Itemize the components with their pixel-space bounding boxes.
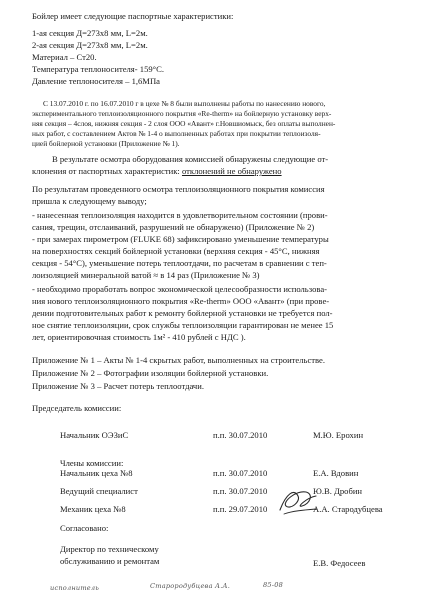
signatory-name: Е.В. Федосеев (313, 558, 366, 568)
results-line: По результатам проведенного осмотра теплоизоляционного покрытия комиссия (32, 184, 325, 194)
handwritten-note: Старородубцева А.А. (150, 582, 230, 590)
handwritten-note: исполнитель (50, 584, 100, 592)
signatory-sign-date: п.п. 30.07.2010 (213, 486, 268, 496)
signatory-role: Начальник ОЭЗиС (60, 430, 129, 440)
intro-line: экспериментального теплоизоляционного покрытия «Re-therm» на бойлерную установку верх- (32, 109, 332, 118)
results-line: секция - 54°С), уменьшение потерь теплоотдачи, по расчетам в сравнении с теп- (32, 258, 327, 268)
appendix-item: Приложение № 3 – Расчет потерь теплоотдачи. (32, 381, 204, 391)
results-line: - при замерах пирометром (FLUKE 68) зафиксировано уменьшение температуры (32, 234, 329, 244)
passport-line: Температура теплоносителя- 159°С. (32, 64, 164, 74)
signatory-sign-date: п.п. 30.07.2010 (213, 468, 268, 478)
signatory-role: Ведущий специалист (60, 486, 138, 496)
passport-line: 1-ая секция Д=273х8 мм, L=2м. (32, 28, 148, 38)
signatory-sign-date: п.п. 30.07.2010 (213, 430, 268, 440)
signature-row (0, 469, 447, 481)
signature-row (0, 431, 447, 443)
signatory-sign-date: п.п. 29.07.2010 (213, 504, 268, 514)
results-line: лоизоляцией минеральной ватой ≈ в 14 раз (Приложение № 3) (32, 270, 260, 280)
approved-heading: Согласовано: (60, 523, 109, 533)
results-line: - необходимо проработать вопрос экономической целесообразности использова- (32, 284, 327, 294)
handwritten-note: 85-08 (263, 581, 284, 589)
inspection-prefix: клонения от паспортных характеристик: (32, 166, 182, 176)
intro-line: С 13.07.2010 г. по 16.07.2010 г в цехе № 8 были выполнены работы по нанесению нового, (43, 99, 326, 108)
signatory-name: М.Ю. Ерохин (313, 430, 364, 440)
results-line: ния нового теплоизоляционного покрытия «Re-therm» ООО «Авант» (при прове- (32, 296, 330, 306)
intro-line: ных работ, с составлением Актов № 1-4 о выполненных работах при покрытии теплоизоля- (32, 129, 321, 138)
intro-line: цией бойлерной установки (Приложение № 1). (32, 139, 180, 148)
signature-row (0, 487, 447, 499)
handwritten-signature (276, 480, 320, 520)
signature-row (0, 505, 447, 517)
appendix-item: Приложение № 1 – Акты № 1-4 скрытых работ, выполненных на строительстве. (32, 355, 325, 365)
director-role: Директор по техническому (60, 544, 159, 554)
results-line: дении подготовительных работ к ремонту бойлерной установки не требуется пол- (32, 308, 333, 318)
signatory-role: Механик цеха №8 (60, 504, 126, 514)
passport-line: Материал – Ст20. (32, 52, 97, 62)
results-line: на поверхностях секций бойлерной установки (верхняя секция - 45°С, нижняя (32, 246, 320, 256)
passport-line: Давление теплоносителя – 1,6МПа (32, 76, 160, 86)
chair-heading: Председатель комиссии: (32, 403, 122, 413)
results-line: сания, трещин, отслаиваний, разрушений не обнаружено) (Приложение № 2) (32, 222, 315, 232)
results-line: лет, ориентировочная стоимость 1м² - 410 рублей с НДС ). (32, 332, 246, 342)
director-role: обслуживанию и ремонтам (60, 556, 160, 566)
inspection-result: отклонений не обнаружено (181, 166, 282, 176)
passport-line: 2-ая секция Д=273х8 мм, L=2м. (32, 40, 148, 50)
signatory-name: Е.А. Вдовин (313, 468, 359, 478)
inspection-line (32, 167, 282, 176)
signatory-name: А.А. Стародубцева (313, 504, 383, 514)
passport-title: Бойлер имеет следующие паспортные характеристики: (32, 11, 234, 21)
results-line: пришла к следующему выводу; (32, 196, 147, 206)
signatory-role: Начальник цеха №8 (60, 468, 133, 478)
inspection-line: В результате осмотра оборудования комиссией обнаружены следующие от- (52, 154, 329, 164)
results-line: - нанесенная теплоизоляция находится в удовлетворительном состоянии (прови- (32, 210, 328, 220)
signatory-name: Ю.В. Дробин (313, 486, 363, 496)
results-line: ное снятие теплоизоляции, срок службы теплоизоляции гарантирован не менее 15 (32, 320, 334, 330)
intro-line: няя секция – 4слоя, нижняя секция - 2 слоя ООО «Авант» г.Новшиомыск, без оплаты выполнен- (32, 119, 336, 128)
members-heading: Члены комиссии: (60, 458, 124, 468)
appendix-item: Приложение № 2 – Фотографии изоляции бойлерной установки. (32, 368, 269, 378)
